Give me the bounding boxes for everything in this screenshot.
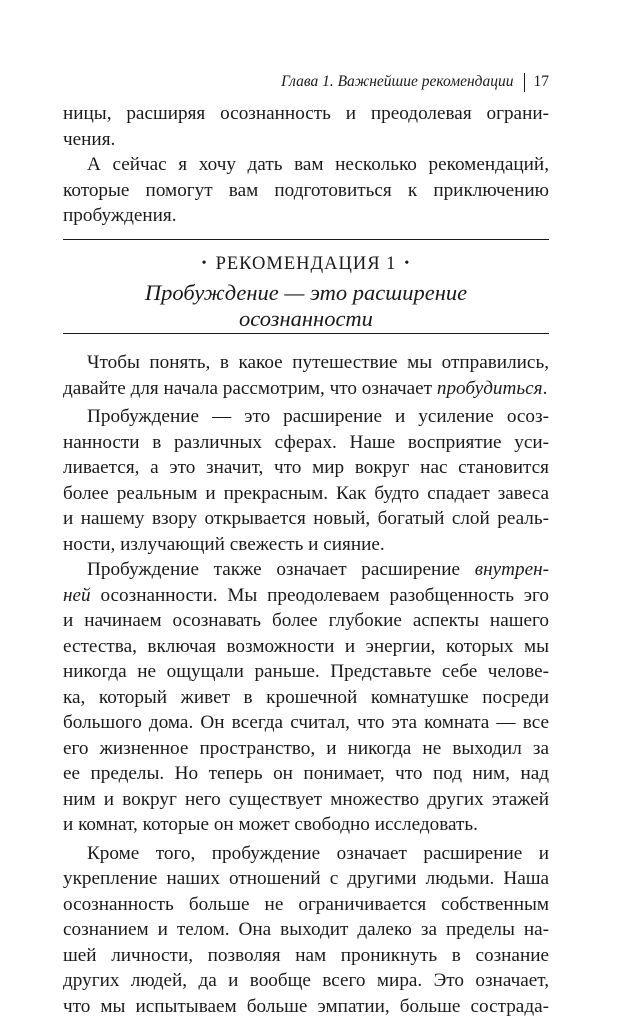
text-line: сознанием и телом. Она выходит далеко за пределы на- <box>63 917 549 943</box>
text-span: осознанности. Мы преодолеваем разобщенность эго <box>91 585 549 606</box>
heading-rule-top <box>63 239 549 240</box>
body-paragraph-3 <box>63 557 549 838</box>
text-line: ницы, расширяя осознанность и преодолевая ограни- <box>63 101 549 127</box>
text-line: шей личности, позволяя нам проникнуть в сознание <box>63 943 549 969</box>
intro-text <box>63 101 549 229</box>
text-line: никогда не ощущали раньше. Представьте себе челове- <box>63 659 549 685</box>
text-line: ности, излучающий свежесть и сияние. <box>63 532 549 558</box>
body-paragraph-2 <box>63 404 549 557</box>
text-line: ливается, а это значит, что мир вокруг нас становится <box>63 455 549 481</box>
body-paragraph-4 <box>63 841 549 1019</box>
recommendation-number: РЕКОМЕНДАЦИЯ 1 <box>216 254 397 274</box>
text-line: и начинаем осознавать более глубокие аспекты нашего <box>63 608 549 634</box>
text-line: ним и вокруг него существует множество других этажей <box>63 787 549 813</box>
emphasis: внутрен- <box>475 559 549 580</box>
chapter-title: Глава 1. Важнейшие рекомендации <box>281 72 513 92</box>
emphasis: ней <box>63 585 91 606</box>
text-span: . <box>543 378 548 399</box>
intro-paragraph-2 <box>63 152 549 229</box>
text-line <box>63 557 549 583</box>
header-separator <box>524 73 525 92</box>
text-span: давайте для начала рассмотрим, что означает <box>63 378 437 399</box>
text-line: нанности в различных сферах. Наше восприятие уси- <box>63 430 549 456</box>
recommendation-title-line: осознанности <box>63 306 549 332</box>
text-line: и нашему взору открывается новый, богатый слой реаль- <box>63 506 549 532</box>
text-line: чения. <box>63 127 549 153</box>
running-head <box>281 72 549 92</box>
text-line: которые помогут вам подготовиться к приключению <box>63 178 549 204</box>
bullet-icon: • <box>404 256 410 271</box>
intro-paragraph-1 <box>63 101 549 152</box>
heading-rule-bottom <box>63 333 549 334</box>
text-line <box>63 376 549 402</box>
text-line: Кроме того, пробуждение означает расширение и <box>63 841 549 867</box>
recommendation-heading <box>63 252 549 332</box>
text-line <box>63 583 549 609</box>
book-page <box>63 0 549 1000</box>
recommendation-title <box>63 280 549 332</box>
page-number: 17 <box>534 72 550 92</box>
text-line: большого дома. Он всегда считал, что эта комната — все <box>63 710 549 736</box>
text-line: осознанность больше не ограничивается собственным <box>63 892 549 918</box>
text-line: ка, который живет в крошечной комнатушке посреди <box>63 685 549 711</box>
text-line: его жизненное пространство, и никогда не выходил за <box>63 736 549 762</box>
emphasis: пробудиться <box>437 378 543 399</box>
text-line: пробуждения. <box>63 203 549 229</box>
text-line: что мы испытываем больше эмпатии, больше сострада- <box>63 994 549 1019</box>
text-line: естества, включая возможности и энергии, которых мы <box>63 634 549 660</box>
text-span: Пробуждение также означает расширение <box>87 559 475 580</box>
text-line: укрепление наших отношений с другими людьми. Наша <box>63 866 549 892</box>
text-line: ее пределы. Но теперь он понимает, что под ним, над <box>63 761 549 787</box>
text-line: Пробуждение — это расширение и усиление осоз- <box>63 404 549 430</box>
body-text <box>63 350 549 1019</box>
text-line: более реальным и прекрасным. Как будто спадает завеса <box>63 481 549 507</box>
text-line: других людей, да и вообще всего мира. Это означает, <box>63 968 549 994</box>
recommendation-label <box>63 252 549 276</box>
text-line: и комнат, которые он может свободно исследовать. <box>63 812 549 838</box>
bullet-icon: • <box>202 256 208 271</box>
text-line: Чтобы понять, в какое путешествие мы отправились, <box>63 350 549 376</box>
recommendation-title-line: Пробуждение — это расширение <box>63 280 549 306</box>
body-paragraph-1 <box>63 350 549 401</box>
text-line: А сейчас я хочу дать вам несколько рекомендаций, <box>63 152 549 178</box>
